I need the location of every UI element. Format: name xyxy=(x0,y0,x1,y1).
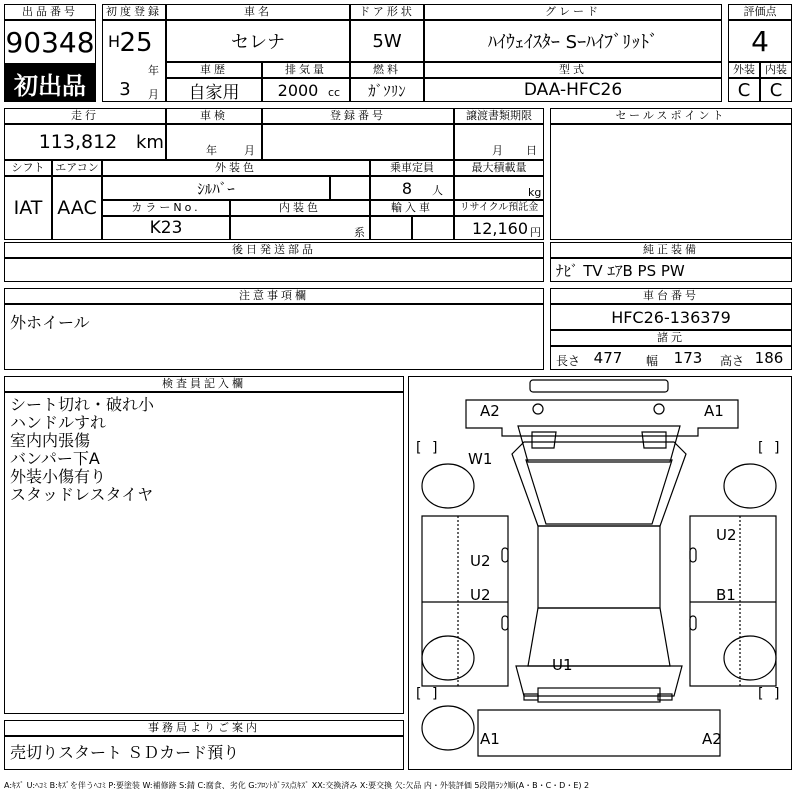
history: 自家用 xyxy=(188,82,240,103)
first-reg-era: H xyxy=(108,32,121,51)
hdr-inspector: 検査員記入欄 xyxy=(4,376,404,392)
hdr-int-color: 内装色 xyxy=(230,200,370,216)
hdr-first-reg: 初度登録 xyxy=(102,4,166,20)
equipment: ﾅﾋﾞ TV ｴｱB PS PW xyxy=(556,261,685,280)
color-no: K23 xyxy=(149,218,183,238)
capacity: 8 xyxy=(401,178,413,198)
dim-width-label: 幅 xyxy=(646,354,659,368)
grade: ﾊｲｳｪｲｽﾀｰ Sｰﾊｲﾌﾞﾘｯﾄﾞ xyxy=(487,32,659,53)
door: 5W xyxy=(372,30,402,52)
dim-width: 173 xyxy=(673,349,703,367)
hdr-displacement: 排気量 xyxy=(262,62,350,78)
hdr-later-parts: 後日発送部品 xyxy=(4,242,544,258)
mark-u2-left-front: U2 xyxy=(470,552,491,570)
inspector-note: 外装小傷有り xyxy=(10,467,107,486)
hdr-dimensions: 諸元 xyxy=(550,330,792,346)
mark-a1-top: A1 xyxy=(704,402,724,420)
exterior-grade: C xyxy=(737,79,751,101)
mark-u2-right-front: U2 xyxy=(716,526,737,544)
inspector-notes xyxy=(10,396,154,504)
hdr-max-load: 最大積載量 xyxy=(454,160,544,176)
car-diagram xyxy=(408,376,790,769)
displacement-unit: cc xyxy=(328,86,341,99)
hdr-lot-number: 出品番号 xyxy=(4,4,96,20)
hdr-mileage: 走行 xyxy=(4,108,166,124)
svg-text:[: [ xyxy=(416,440,422,456)
transfer-month-unit: 月 xyxy=(492,144,503,157)
mark-u1-rear: U1 xyxy=(552,656,573,674)
import-box-a xyxy=(370,216,412,240)
later-parts-box xyxy=(4,258,544,282)
recycle: 12,160 xyxy=(472,218,528,238)
hdr-interior: 内装 xyxy=(760,62,792,78)
svg-text:]: ] xyxy=(432,686,438,702)
hdr-inspection: 車検 xyxy=(166,108,262,124)
hdr-history: 車歴 xyxy=(166,62,262,78)
svg-text:[: [ xyxy=(758,440,764,456)
inspector-note: スタッドレスタイヤ xyxy=(10,485,154,504)
ext-color: ｼﾙﾊﾞｰ xyxy=(197,179,235,198)
hdr-equipment: 純正装備 xyxy=(550,242,792,258)
chassis: HFC26-136379 xyxy=(611,307,731,327)
inspection-year-unit: 年 xyxy=(206,144,217,157)
displacement: 2000 xyxy=(277,80,319,100)
mark-a2-top: A2 xyxy=(480,402,500,420)
svg-text:[: [ xyxy=(416,686,422,702)
fuel: ｶﾞｿﾘﾝ xyxy=(368,81,406,100)
mark-u2-left-rear: U2 xyxy=(470,586,491,604)
hdr-exterior: 外装 xyxy=(728,62,760,78)
hdr-aircon: エアコン xyxy=(52,160,102,176)
hdr-fuel: 燃料 xyxy=(350,62,424,78)
dim-length-label: 長さ xyxy=(556,354,581,368)
int-color-unit: 系 xyxy=(354,226,365,239)
hdr-recycle: リサイクル預託金 xyxy=(454,200,544,216)
svg-text:]: ] xyxy=(774,686,780,702)
shift: IAT xyxy=(13,197,43,219)
hdr-cautions: 注意事項欄 xyxy=(4,288,544,304)
first-listing-badge: 初出品 xyxy=(4,64,96,102)
inspector-note: バンパー下A xyxy=(10,449,100,468)
capacity-unit: 人 xyxy=(432,184,443,197)
recycle-unit: 円 xyxy=(530,226,541,239)
inspector-note: 室内内張傷 xyxy=(10,431,91,450)
svg-text:[: [ xyxy=(758,686,764,702)
mark-a2-bottom: A2 xyxy=(702,730,722,748)
ext-color-extra-box xyxy=(330,176,370,200)
lot-number: 90348 xyxy=(5,25,95,59)
hdr-office: 事務局よりご案内 xyxy=(4,720,404,736)
score: 4 xyxy=(751,24,769,58)
inspector-note: ハンドルすれ xyxy=(10,413,107,432)
hdr-door: ドア形状 xyxy=(350,4,424,20)
first-reg-year: 25 xyxy=(119,28,153,58)
dim-height-label: 高さ xyxy=(720,354,745,368)
mark-w1: W1 xyxy=(468,450,493,468)
hdr-model: 型式 xyxy=(424,62,722,78)
int-color-box xyxy=(230,216,370,240)
svg-text:]: ] xyxy=(432,440,438,456)
hdr-shift: シフト xyxy=(4,160,52,176)
mileage-unit: km xyxy=(136,132,164,153)
first-reg-year-unit: 年 xyxy=(148,64,159,77)
aircon: AAC xyxy=(57,197,97,219)
hdr-transfer: 譲渡書類期限 xyxy=(454,108,544,124)
transfer-day-unit: 日 xyxy=(526,144,537,157)
mark-b1-right-rear: B1 xyxy=(716,586,736,604)
import-box-b xyxy=(412,216,454,240)
hdr-ext-color: 外装色 xyxy=(102,160,370,176)
cautions: 外ホイール xyxy=(10,313,90,332)
inspection-month-unit: 月 xyxy=(244,144,255,157)
hdr-color-no: カラーNo. xyxy=(102,200,230,216)
mark-a1-bottom: A1 xyxy=(480,730,500,748)
sales-points-box xyxy=(550,124,792,240)
hdr-import: 輸入車 xyxy=(370,200,454,216)
hdr-grade: グレード xyxy=(424,4,722,20)
first-reg-month-unit: 月 xyxy=(148,88,159,101)
svg-text:]: ] xyxy=(774,440,780,456)
office-note: 売切りスタート ＳＤカード預り xyxy=(10,743,240,762)
hdr-registration: 登録番号 xyxy=(262,108,454,124)
hdr-capacity: 乗車定員 xyxy=(370,160,454,176)
model: DAA-HFC26 xyxy=(523,80,623,100)
inspector-note: シート切れ・破れ小 xyxy=(10,395,155,414)
first-reg-month: 3 xyxy=(119,78,131,100)
hdr-sales-points: セールスポイント xyxy=(550,108,792,124)
legend: A:ｷｽﾞ U:ﾍｺﾐ B:ｷｽﾞを伴うﾍｺﾐ P:要塗装 W:補修跡 S:錆 C:腐食、劣化 G:ﾌﾛﾝﾄｶﾞﾗｽ点ｷｽﾞ XX:交換済み X:要交換 欠:欠品 内・外装評価 5段階ﾗﾝｸ順(A・B・C・D・E) 2 xyxy=(4,781,590,790)
hdr-car-name: 車名 xyxy=(166,4,350,20)
dim-length: 477 xyxy=(593,349,623,367)
dim-height: 186 xyxy=(754,349,784,367)
interior-grade: C xyxy=(769,79,783,101)
max-load-unit: kg xyxy=(528,186,542,199)
hdr-chassis: 車台番号 xyxy=(550,288,792,304)
registration-box xyxy=(262,124,454,160)
car-name: セレナ xyxy=(231,32,285,53)
mileage: 113,812 xyxy=(38,131,118,153)
hdr-score: 評価点 xyxy=(728,4,792,20)
